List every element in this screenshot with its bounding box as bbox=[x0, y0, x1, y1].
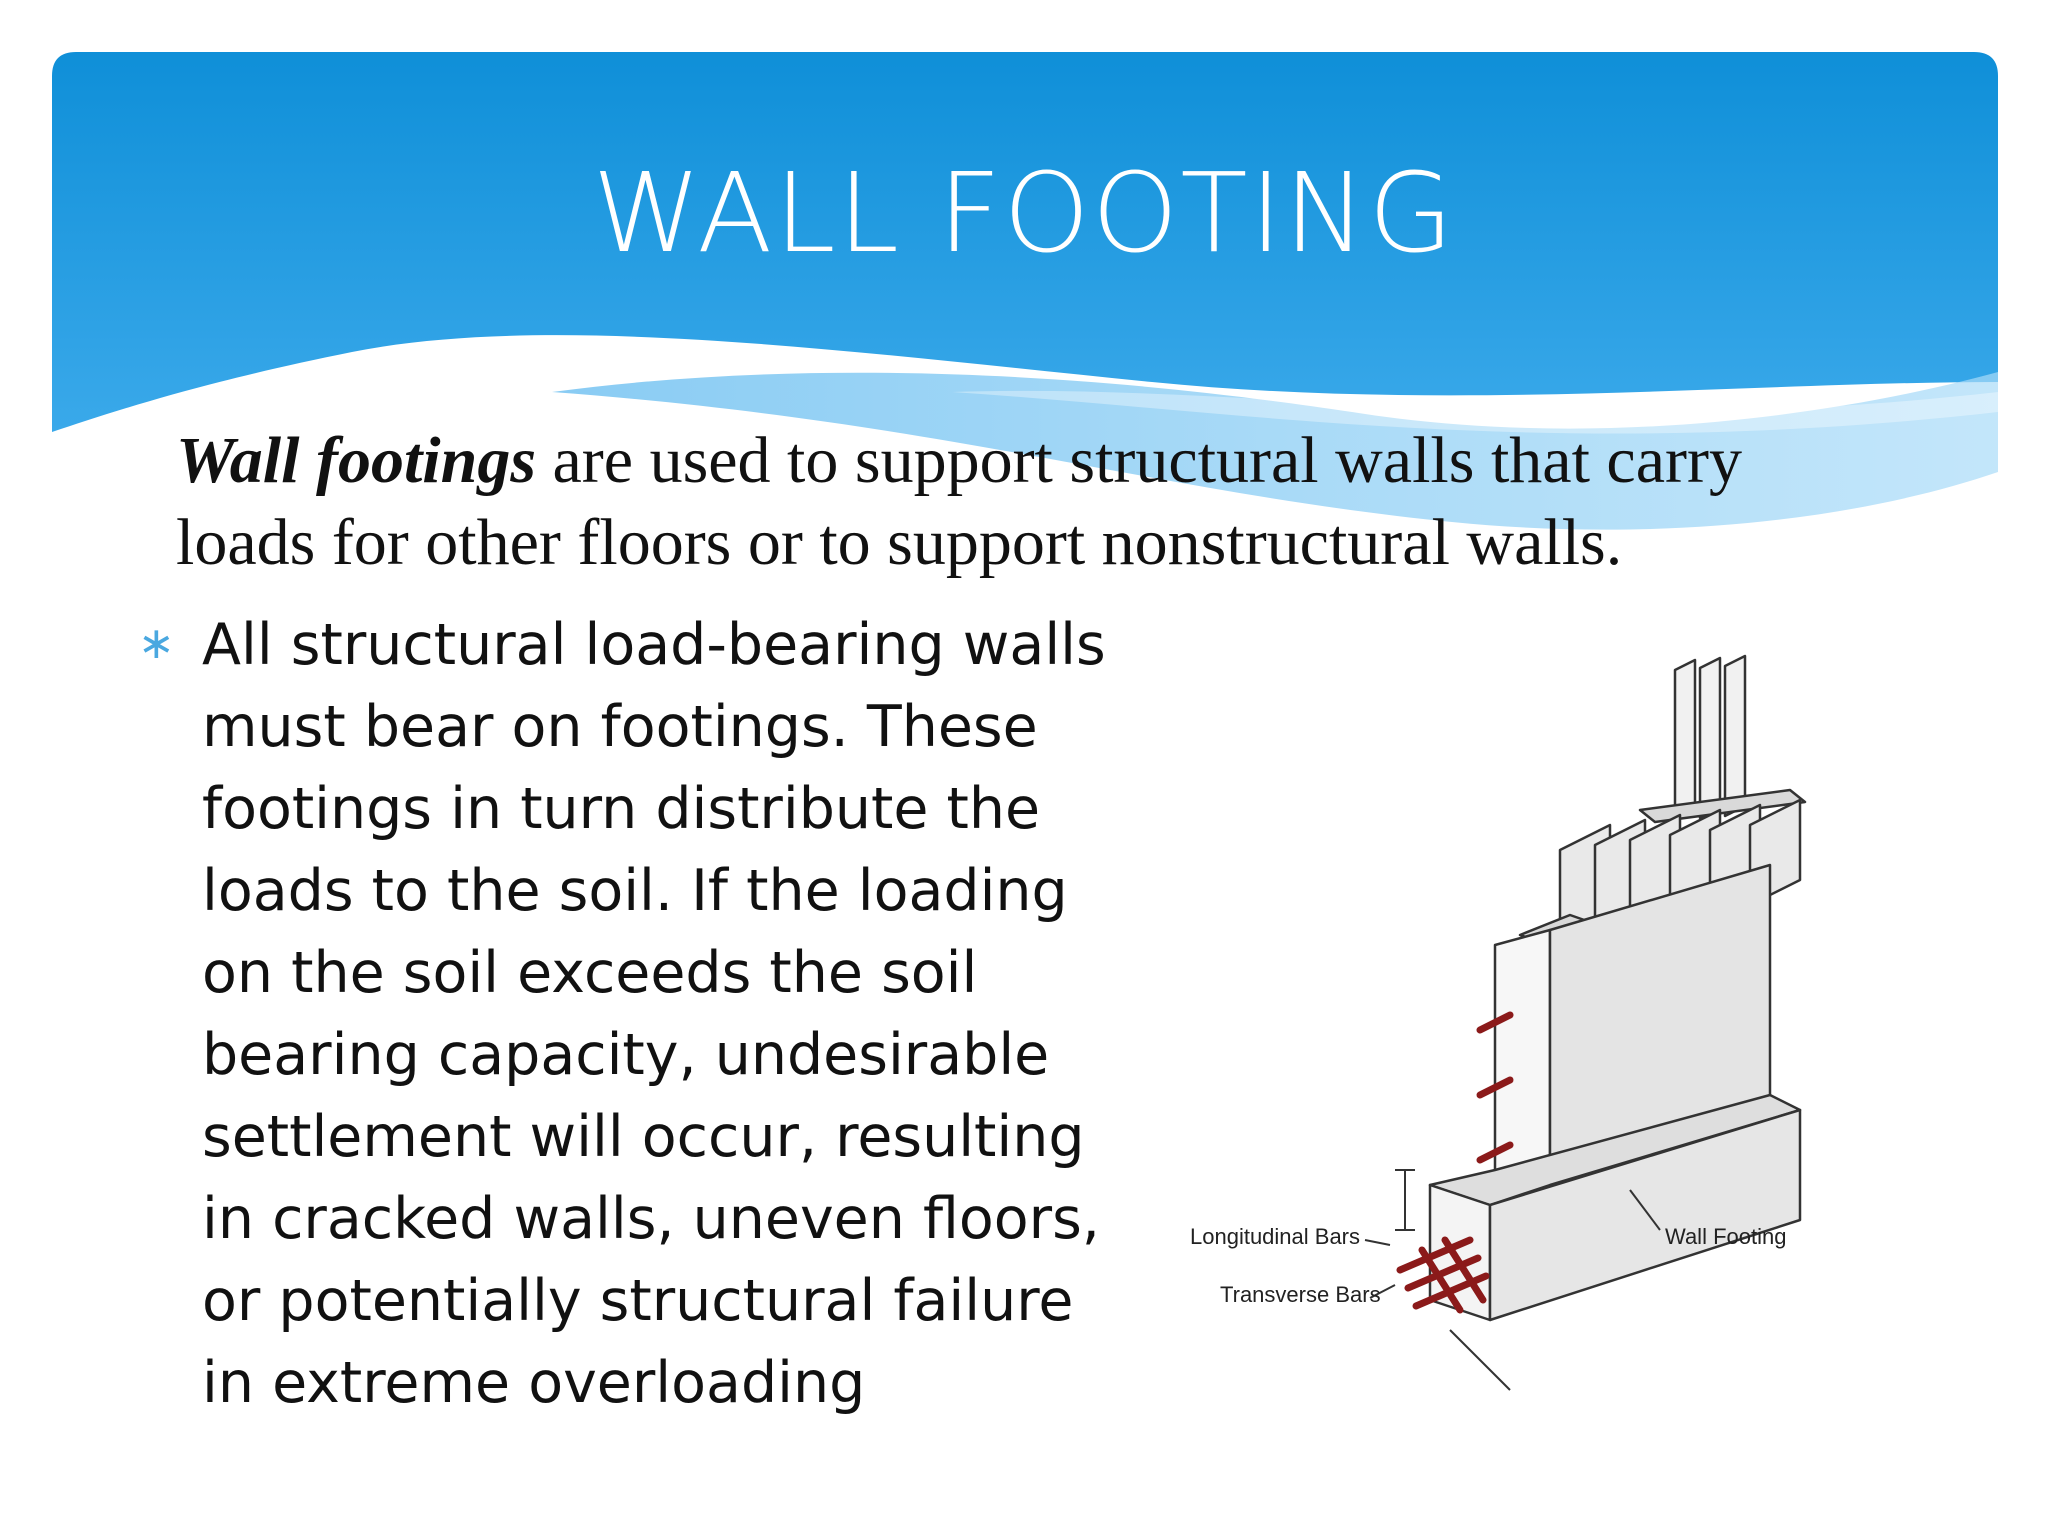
intro-emphasis: Wall footings bbox=[176, 424, 537, 497]
label-transverse-bars: Transverse Bars bbox=[1220, 1282, 1381, 1307]
wall-footing-illustration bbox=[1150, 630, 1850, 1410]
wall-footing-diagram bbox=[1150, 630, 1850, 1410]
intro-text: are used to support structural walls that carry loads for other floors or to support nonstructural walls. bbox=[176, 424, 1742, 579]
label-longitudinal-bars: Longitudinal Bars bbox=[1190, 1224, 1361, 1249]
bullet-text: All structural load-bearing walls must bear on footings. These footings in turn distribute the loads to the soil. If the loading on the soil exceeds the soil bearing capacity, undesirable settlement will occur, resulting in cracked walls, uneven floors, or potentially structural failure in extreme overloading bbox=[202, 612, 1106, 1416]
slide-title: WALL FOOTING bbox=[592, 149, 1456, 277]
intro-paragraph bbox=[176, 420, 1876, 584]
bullet-asterisk-icon: ∗ bbox=[138, 618, 175, 669]
label-wall-footing: Wall Footing bbox=[1665, 1224, 1787, 1249]
